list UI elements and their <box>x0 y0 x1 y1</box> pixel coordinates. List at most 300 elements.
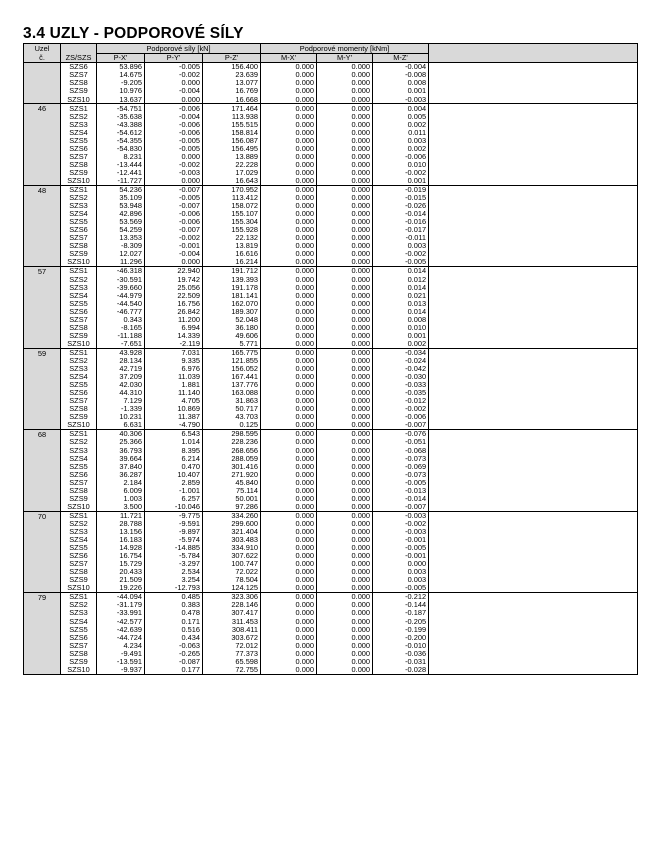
empty-cell <box>429 291 638 299</box>
px-value: -35.638 <box>97 112 145 120</box>
pz-value: 308.411 <box>203 625 261 633</box>
empty-cell <box>429 405 638 413</box>
mz-value: -0.014 <box>373 494 429 502</box>
table-row <box>24 267 638 276</box>
pz-value: 78.504 <box>203 576 261 584</box>
load-case: SZS3 <box>61 609 97 617</box>
px-value: 10.976 <box>97 87 145 95</box>
my-value: 0.000 <box>317 258 373 267</box>
my-value: 0.000 <box>317 161 373 169</box>
py-value: 6.257 <box>145 494 203 502</box>
header-empty <box>429 54 638 63</box>
mx-value: 0.000 <box>261 299 317 307</box>
mx-value: 0.000 <box>261 601 317 609</box>
mz-value: -0.205 <box>373 617 429 625</box>
load-case: SZS4 <box>61 210 97 218</box>
empty-cell <box>429 593 638 602</box>
pz-value: 13.077 <box>203 79 261 87</box>
empty-cell <box>429 95 638 104</box>
table-row <box>24 576 638 584</box>
px-value: 8.231 <box>97 153 145 161</box>
table-row <box>24 218 638 226</box>
px-value: 6.631 <box>97 421 145 430</box>
mx-value: 0.000 <box>261 633 317 641</box>
py-value: 25.056 <box>145 283 203 291</box>
py-value: 2.534 <box>145 568 203 576</box>
mx-value: 0.000 <box>261 161 317 169</box>
my-value: 0.000 <box>317 593 373 602</box>
mz-value: -0.051 <box>373 438 429 446</box>
py-value: -0.002 <box>145 234 203 242</box>
load-case: SZS3 <box>61 365 97 373</box>
load-case: SZS1 <box>61 104 97 113</box>
pz-value: 321.404 <box>203 528 261 536</box>
table-row <box>24 486 638 494</box>
py-value: -0.006 <box>145 128 203 136</box>
mz-value: 0.021 <box>373 291 429 299</box>
empty-cell <box>429 552 638 560</box>
table-row <box>24 315 638 323</box>
py-value: -0.006 <box>145 120 203 128</box>
load-case: SZS6 <box>61 389 97 397</box>
mx-value: 0.000 <box>261 430 317 439</box>
table-row <box>24 136 638 144</box>
px-value: -42.639 <box>97 625 145 633</box>
px-value: -31.179 <box>97 601 145 609</box>
mx-value: 0.000 <box>261 136 317 144</box>
mx-value: 0.000 <box>261 79 317 87</box>
pz-value: 72.022 <box>203 568 261 576</box>
mz-value: -0.005 <box>373 478 429 486</box>
mz-value: -0.003 <box>373 528 429 536</box>
mz-value: 0.000 <box>373 560 429 568</box>
px-value: 2.184 <box>97 478 145 486</box>
pz-value: 191.712 <box>203 267 261 276</box>
my-value: 0.000 <box>317 633 373 641</box>
table-row <box>24 593 638 602</box>
pz-value: 298.595 <box>203 430 261 439</box>
mz-value: -0.073 <box>373 454 429 462</box>
mz-value: -0.012 <box>373 397 429 405</box>
pz-value: 334.260 <box>203 511 261 520</box>
mx-value: 0.000 <box>261 332 317 340</box>
load-case: SZS9 <box>61 87 97 95</box>
pz-value: 167.441 <box>203 373 261 381</box>
empty-cell <box>429 169 638 177</box>
pz-value: 113.938 <box>203 112 261 120</box>
empty-cell <box>429 177 638 186</box>
empty-cell <box>429 267 638 276</box>
mx-value: 0.000 <box>261 373 317 381</box>
header-uzel: Uzel <box>24 44 61 54</box>
my-value: 0.000 <box>317 112 373 120</box>
empty-cell <box>429 478 638 486</box>
pz-value: 155.928 <box>203 226 261 234</box>
pz-value: 17.029 <box>203 169 261 177</box>
px-value: 1.003 <box>97 494 145 502</box>
load-case: SZS2 <box>61 112 97 120</box>
empty-cell <box>429 315 638 323</box>
my-value: 0.000 <box>317 520 373 528</box>
mz-value: -0.028 <box>373 665 429 674</box>
mz-value: -0.036 <box>373 649 429 657</box>
mz-value: 0.003 <box>373 136 429 144</box>
mx-value: 0.000 <box>261 528 317 536</box>
px-value: 43.928 <box>97 348 145 357</box>
pz-value: 156.400 <box>203 63 261 72</box>
table-row <box>24 177 638 186</box>
mx-value: 0.000 <box>261 234 317 242</box>
my-value: 0.000 <box>317 381 373 389</box>
my-value: 0.000 <box>317 267 373 276</box>
pz-value: 311.453 <box>203 617 261 625</box>
empty-cell <box>429 250 638 258</box>
header-group-forces: Podporové síly [kN] <box>97 44 261 54</box>
px-value: -54.355 <box>97 136 145 144</box>
mz-value: 0.012 <box>373 275 429 283</box>
pz-value: 170.952 <box>203 185 261 194</box>
table-row <box>24 71 638 79</box>
pz-value: 181.141 <box>203 291 261 299</box>
py-value: 11.387 <box>145 413 203 421</box>
pz-value: 0.125 <box>203 421 261 430</box>
load-case: SZS1 <box>61 267 97 276</box>
py-value: -0.003 <box>145 169 203 177</box>
pz-value: 162.070 <box>203 299 261 307</box>
py-value: -0.005 <box>145 144 203 152</box>
mz-value: -0.006 <box>373 413 429 421</box>
mx-value: 0.000 <box>261 250 317 258</box>
py-value: 0.000 <box>145 177 203 186</box>
py-value: 0.478 <box>145 609 203 617</box>
py-value: 6.214 <box>145 454 203 462</box>
table-row <box>24 153 638 161</box>
pz-value: 77.373 <box>203 649 261 657</box>
px-value: 15.729 <box>97 560 145 568</box>
table-row <box>24 454 638 462</box>
py-value: 0.000 <box>145 95 203 104</box>
load-case: SZS10 <box>61 665 97 674</box>
mx-value: 0.000 <box>261 226 317 234</box>
pz-value: 52.048 <box>203 315 261 323</box>
mz-value: -0.013 <box>373 486 429 494</box>
my-value: 0.000 <box>317 528 373 536</box>
pz-value: 158.814 <box>203 128 261 136</box>
load-case: SZS7 <box>61 315 97 323</box>
load-case: SZS3 <box>61 528 97 536</box>
py-value: 0.000 <box>145 153 203 161</box>
table-row <box>24 120 638 128</box>
empty-cell <box>429 307 638 315</box>
table-row <box>24 63 638 72</box>
node-number: 57 <box>24 267 61 348</box>
mx-value: 0.000 <box>261 112 317 120</box>
my-value: 0.000 <box>317 438 373 446</box>
py-value: 16.756 <box>145 299 203 307</box>
table-row <box>24 601 638 609</box>
px-value: -11.188 <box>97 332 145 340</box>
px-value: 53.948 <box>97 202 145 210</box>
py-value: -0.004 <box>145 87 203 95</box>
mz-value: -0.016 <box>373 218 429 226</box>
py-value: -10.046 <box>145 503 203 512</box>
mz-value: -0.002 <box>373 405 429 413</box>
empty-cell <box>429 242 638 250</box>
mx-value: 0.000 <box>261 87 317 95</box>
my-value: 0.000 <box>317 128 373 136</box>
py-value: -14.885 <box>145 544 203 552</box>
mz-value: -0.069 <box>373 462 429 470</box>
px-value: 53.896 <box>97 63 145 72</box>
py-value: -0.265 <box>145 649 203 657</box>
table-row <box>24 641 638 649</box>
table-row <box>24 609 638 617</box>
load-case: SZS9 <box>61 494 97 502</box>
mx-value: 0.000 <box>261 153 317 161</box>
my-value: 0.000 <box>317 357 373 365</box>
table-row <box>24 144 638 152</box>
mx-value: 0.000 <box>261 242 317 250</box>
mx-value: 0.000 <box>261 544 317 552</box>
my-value: 0.000 <box>317 641 373 649</box>
py-value: -0.005 <box>145 136 203 144</box>
px-value: -7.651 <box>97 340 145 349</box>
mz-value: -0.005 <box>373 584 429 593</box>
py-value: -9.775 <box>145 511 203 520</box>
mx-value: 0.000 <box>261 324 317 332</box>
header-col-my: M-Y' <box>317 54 373 63</box>
table-row <box>24 194 638 202</box>
node-number: 48 <box>24 185 61 266</box>
px-value: -43.388 <box>97 120 145 128</box>
pz-value: 124.125 <box>203 584 261 593</box>
empty-cell <box>429 357 638 365</box>
px-value: -13.591 <box>97 657 145 665</box>
mx-value: 0.000 <box>261 169 317 177</box>
mz-value: 0.002 <box>373 144 429 152</box>
py-value: 0.434 <box>145 633 203 641</box>
empty-cell <box>429 332 638 340</box>
mz-value: 0.003 <box>373 576 429 584</box>
mz-value: -0.200 <box>373 633 429 641</box>
node-number <box>24 63 61 104</box>
load-case: SZS3 <box>61 283 97 291</box>
table-row <box>24 185 638 194</box>
pz-value: 100.747 <box>203 560 261 568</box>
load-case: SZS2 <box>61 520 97 528</box>
empty-cell <box>429 625 638 633</box>
load-case: SZS3 <box>61 202 97 210</box>
px-value: 28.134 <box>97 357 145 365</box>
px-value: -1.339 <box>97 405 145 413</box>
empty-cell <box>429 381 638 389</box>
my-value: 0.000 <box>317 210 373 218</box>
px-value: -9.205 <box>97 79 145 87</box>
px-value: 11.296 <box>97 258 145 267</box>
table-row <box>24 633 638 641</box>
empty-cell <box>429 112 638 120</box>
mx-value: 0.000 <box>261 397 317 405</box>
mx-value: 0.000 <box>261 63 317 72</box>
empty-cell <box>429 324 638 332</box>
empty-cell <box>429 560 638 568</box>
mz-value: -0.068 <box>373 446 429 454</box>
px-value: 42.030 <box>97 381 145 389</box>
px-value: 16.754 <box>97 552 145 560</box>
px-value: 14.928 <box>97 544 145 552</box>
py-value: 10.869 <box>145 405 203 413</box>
pz-value: 299.600 <box>203 520 261 528</box>
mx-value: 0.000 <box>261 340 317 349</box>
pz-value: 288.059 <box>203 454 261 462</box>
empty-cell <box>429 136 638 144</box>
my-value: 0.000 <box>317 79 373 87</box>
node-number: 68 <box>24 430 61 511</box>
my-value: 0.000 <box>317 584 373 593</box>
my-value: 0.000 <box>317 478 373 486</box>
py-value: 0.485 <box>145 593 203 602</box>
px-value: 19.226 <box>97 584 145 593</box>
table-row <box>24 478 638 486</box>
header-group-moments: Podporové momenty [kNm] <box>261 44 429 54</box>
mx-value: 0.000 <box>261 95 317 104</box>
table-row <box>24 283 638 291</box>
mx-value: 0.000 <box>261 210 317 218</box>
py-value: 19.742 <box>145 275 203 283</box>
py-value: -0.063 <box>145 641 203 649</box>
mz-value: -0.024 <box>373 357 429 365</box>
py-value: -0.002 <box>145 161 203 169</box>
pz-value: 16.668 <box>203 95 261 104</box>
header-spacer <box>61 44 97 54</box>
pz-value: 268.656 <box>203 446 261 454</box>
my-value: 0.000 <box>317 348 373 357</box>
mx-value: 0.000 <box>261 307 317 315</box>
px-value: -44.094 <box>97 593 145 602</box>
pz-value: 156.495 <box>203 144 261 152</box>
table-row <box>24 324 638 332</box>
pz-value: 156.052 <box>203 365 261 373</box>
mx-value: 0.000 <box>261 128 317 136</box>
my-value: 0.000 <box>317 397 373 405</box>
table-row <box>24 112 638 120</box>
mz-value: -0.002 <box>373 250 429 258</box>
my-value: 0.000 <box>317 242 373 250</box>
table-row <box>24 520 638 528</box>
pz-value: 307.417 <box>203 609 261 617</box>
mx-value: 0.000 <box>261 202 317 210</box>
header-col-zs: ZS/SZS <box>61 54 97 63</box>
load-case: SZS6 <box>61 470 97 478</box>
py-value: -12.793 <box>145 584 203 593</box>
table-row <box>24 381 638 389</box>
mz-value: -0.212 <box>373 593 429 602</box>
empty-cell <box>429 665 638 674</box>
header-empty <box>429 44 638 54</box>
mz-value: -0.011 <box>373 234 429 242</box>
load-case: SZS7 <box>61 641 97 649</box>
py-value: 7.031 <box>145 348 203 357</box>
mx-value: 0.000 <box>261 609 317 617</box>
pz-value: 307.622 <box>203 552 261 560</box>
pz-value: 16.214 <box>203 258 261 267</box>
table-row <box>24 202 638 210</box>
my-value: 0.000 <box>317 144 373 152</box>
empty-cell <box>429 413 638 421</box>
px-value: 14.675 <box>97 71 145 79</box>
mz-value: -0.033 <box>373 381 429 389</box>
header-col-py: P-Y' <box>145 54 203 63</box>
my-value: 0.000 <box>317 218 373 226</box>
table-row <box>24 649 638 657</box>
mz-value: -0.004 <box>373 63 429 72</box>
mz-value: -0.008 <box>373 71 429 79</box>
py-value: 11.200 <box>145 315 203 323</box>
pz-value: 165.775 <box>203 348 261 357</box>
load-case: SZS6 <box>61 63 97 72</box>
empty-cell <box>429 503 638 512</box>
mx-value: 0.000 <box>261 144 317 152</box>
mz-value: 0.011 <box>373 128 429 136</box>
load-case: SZS9 <box>61 576 97 584</box>
px-value: 21.509 <box>97 576 145 584</box>
table-row <box>24 413 638 421</box>
my-value: 0.000 <box>317 153 373 161</box>
table-row <box>24 307 638 315</box>
mx-value: 0.000 <box>261 413 317 421</box>
load-case: SZS5 <box>61 544 97 552</box>
load-case: SZS10 <box>61 258 97 267</box>
my-value: 0.000 <box>317 576 373 584</box>
py-value: 4.705 <box>145 397 203 405</box>
mx-value: 0.000 <box>261 194 317 202</box>
mx-value: 0.000 <box>261 185 317 194</box>
mz-value: -0.002 <box>373 520 429 528</box>
load-case: SZS10 <box>61 421 97 430</box>
load-case: SZS4 <box>61 128 97 136</box>
pz-value: 191.178 <box>203 283 261 291</box>
my-value: 0.000 <box>317 71 373 79</box>
table-row <box>24 291 638 299</box>
load-case: SZS5 <box>61 462 97 470</box>
empty-cell <box>429 194 638 202</box>
mz-value: -0.076 <box>373 430 429 439</box>
mz-value: -0.031 <box>373 657 429 665</box>
my-value: 0.000 <box>317 617 373 625</box>
px-value: -9.937 <box>97 665 145 674</box>
mx-value: 0.000 <box>261 405 317 413</box>
px-value: 20.433 <box>97 568 145 576</box>
py-value: -0.006 <box>145 104 203 113</box>
header-col-mz: M-Z' <box>373 54 429 63</box>
px-value: 54.236 <box>97 185 145 194</box>
mz-value: 0.005 <box>373 112 429 120</box>
mz-value: -0.002 <box>373 169 429 177</box>
py-value: 10.407 <box>145 470 203 478</box>
empty-cell <box>429 365 638 373</box>
empty-cell <box>429 584 638 593</box>
mx-value: 0.000 <box>261 267 317 276</box>
load-case: SZS8 <box>61 324 97 332</box>
empty-cell <box>429 486 638 494</box>
empty-cell <box>429 438 638 446</box>
empty-cell <box>429 494 638 502</box>
empty-cell <box>429 397 638 405</box>
my-value: 0.000 <box>317 625 373 633</box>
my-value: 0.000 <box>317 454 373 462</box>
px-value: 40.306 <box>97 430 145 439</box>
py-value: -4.790 <box>145 421 203 430</box>
